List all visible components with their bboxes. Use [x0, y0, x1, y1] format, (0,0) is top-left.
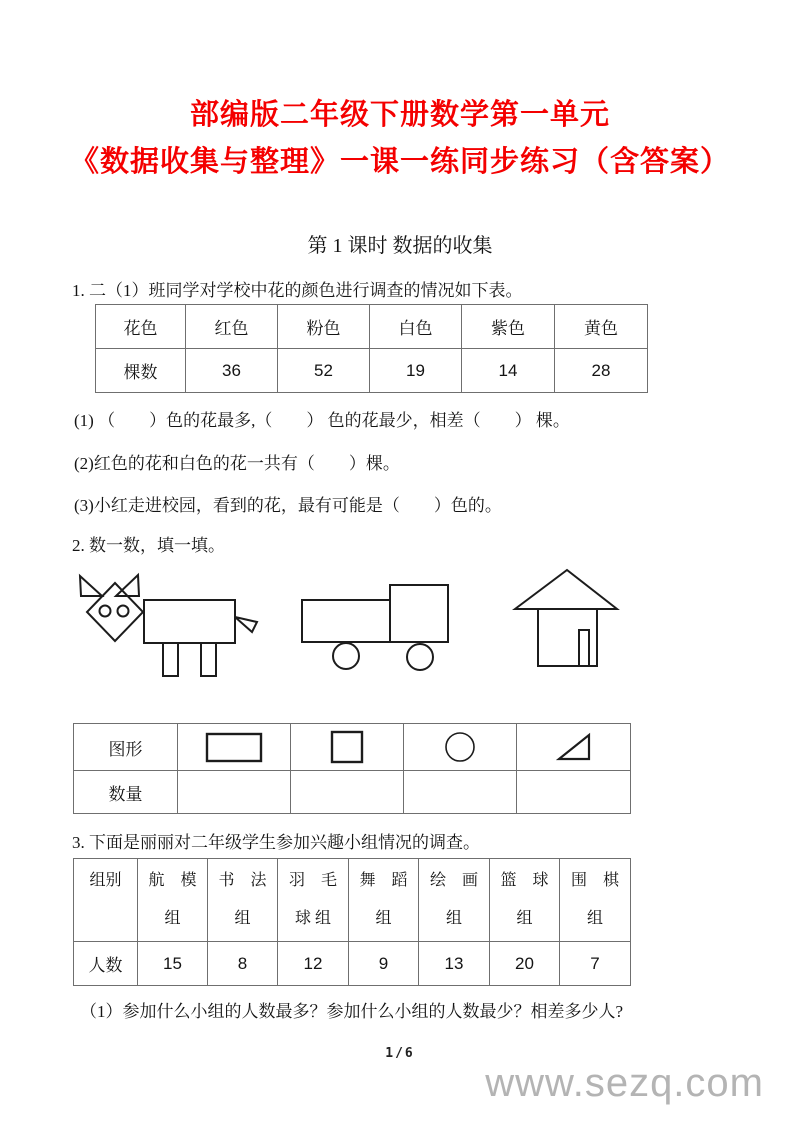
table-row [96, 305, 648, 349]
cow-head-diamond [87, 583, 143, 641]
table-row [74, 859, 631, 942]
flower-count-cell: 19 [370, 349, 462, 393]
flower-color-header: 黄色 [555, 305, 648, 349]
cow-body-rectangle [144, 600, 235, 643]
title-line-2: 《数据收集与整理》一课一练同步练习（含答案） [69, 146, 730, 178]
interest-group-table [73, 858, 631, 986]
shape-quantity-blank-cell [178, 771, 291, 814]
flower-count-cell: 52 [278, 349, 370, 393]
truck-cargo-rectangle [302, 600, 390, 642]
group-count-cell: 13 [419, 942, 490, 986]
shape-table-row-label: 图形 [74, 724, 178, 771]
circle-shape-icon [404, 724, 517, 771]
group-header: 围 棋 组 [560, 859, 631, 942]
flower-color-header: 粉色 [278, 305, 370, 349]
group-count-cell: 8 [208, 942, 278, 986]
shape-table-row-label: 数量 [74, 771, 178, 814]
question-3-prompt: 3. 下面是丽丽对二年级学生参加兴趣小组情况的调查。 [72, 833, 480, 852]
shape-quantity-blank-cell [291, 771, 404, 814]
flower-table-corner-label: 花色 [96, 305, 186, 349]
cow-leg-rectangle [163, 643, 178, 676]
flower-color-table [95, 304, 648, 393]
cow-eye [118, 606, 129, 617]
shape-figures [0, 560, 800, 685]
cow-leg-rectangle [201, 643, 216, 676]
group-header: 羽 毛 球 组 [278, 859, 349, 942]
flower-color-header: 紫色 [462, 305, 555, 349]
square-shape-icon [291, 724, 404, 771]
table-row [74, 724, 631, 771]
flower-count-cell: 36 [186, 349, 278, 393]
group-header: 绘 画 组 [419, 859, 490, 942]
truck-wheel-circle [407, 644, 433, 670]
table-row [96, 349, 648, 393]
cow-tail-triangle [235, 617, 257, 632]
group-header: 航 模 组 [138, 859, 208, 942]
rectangle-shape-icon [178, 724, 291, 771]
flower-color-header: 白色 [370, 305, 462, 349]
group-header: 篮 球 组 [490, 859, 560, 942]
shape-count-table [73, 723, 631, 814]
question-1-sub-3: (3)小红走进校园，看到的花，最有可能是（ ）色的。 [74, 496, 502, 515]
group-count-cell: 12 [278, 942, 349, 986]
question-1-prompt: 1. 二（1）班同学对学校中花的颜色进行调查的情况如下表。 [72, 281, 523, 300]
title-line-1: 部编版二年级下册数学第一单元 [189, 99, 610, 131]
shape-quantity-blank-cell [404, 771, 517, 814]
group-header: 书 法 组 [208, 859, 278, 942]
group-header: 舞 蹈 组 [349, 859, 419, 942]
house-roof-triangle [515, 570, 617, 609]
group-table-corner-label: 组别 [74, 859, 138, 942]
page-number: 1/6 [385, 1046, 415, 1061]
group-table-row-label: 人数 [74, 942, 138, 986]
group-count-cell: 9 [349, 942, 419, 986]
question-2-prompt: 2. 数一数，填一填。 [72, 536, 225, 555]
group-count-cell: 20 [490, 942, 560, 986]
cow-figure [75, 565, 265, 680]
cow-left-horn-triangle [80, 576, 102, 596]
flower-count-cell: 28 [555, 349, 648, 393]
flower-color-header: 红色 [186, 305, 278, 349]
question-1-sub-2: (2)红色的花和白色的花一共有（ ）棵。 [74, 454, 400, 473]
shape-quantity-blank-cell [517, 771, 631, 814]
house-door-rectangle [579, 630, 589, 666]
watermark: www.sezq.com [485, 1061, 764, 1105]
lesson-heading: 第 1 课时 数据的收集 [307, 235, 493, 257]
table-row [74, 771, 631, 814]
group-count-cell: 7 [560, 942, 631, 986]
flower-count-cell: 14 [462, 349, 555, 393]
truck-cab-rectangle [390, 585, 448, 642]
cow-right-horn-triangle [116, 575, 139, 596]
flower-table-row-label: 棵数 [96, 349, 186, 393]
question-3-sub-1: （1）参加什么小组的人数最多？参加什么小组的人数最少？相差多少人? [80, 1002, 624, 1021]
house-figure [505, 565, 620, 670]
truck-wheel-circle [333, 643, 359, 669]
cow-eye [100, 606, 111, 617]
truck-figure [295, 572, 460, 677]
group-count-cell: 15 [138, 942, 208, 986]
worksheet-title [0, 92, 800, 186]
right-triangle-shape-icon [517, 724, 631, 771]
question-1-sub-1: (1) （ ）色的花最多,（ ） 色的花最少，相差（ ） 棵。 [74, 411, 570, 430]
table-row [74, 942, 631, 986]
